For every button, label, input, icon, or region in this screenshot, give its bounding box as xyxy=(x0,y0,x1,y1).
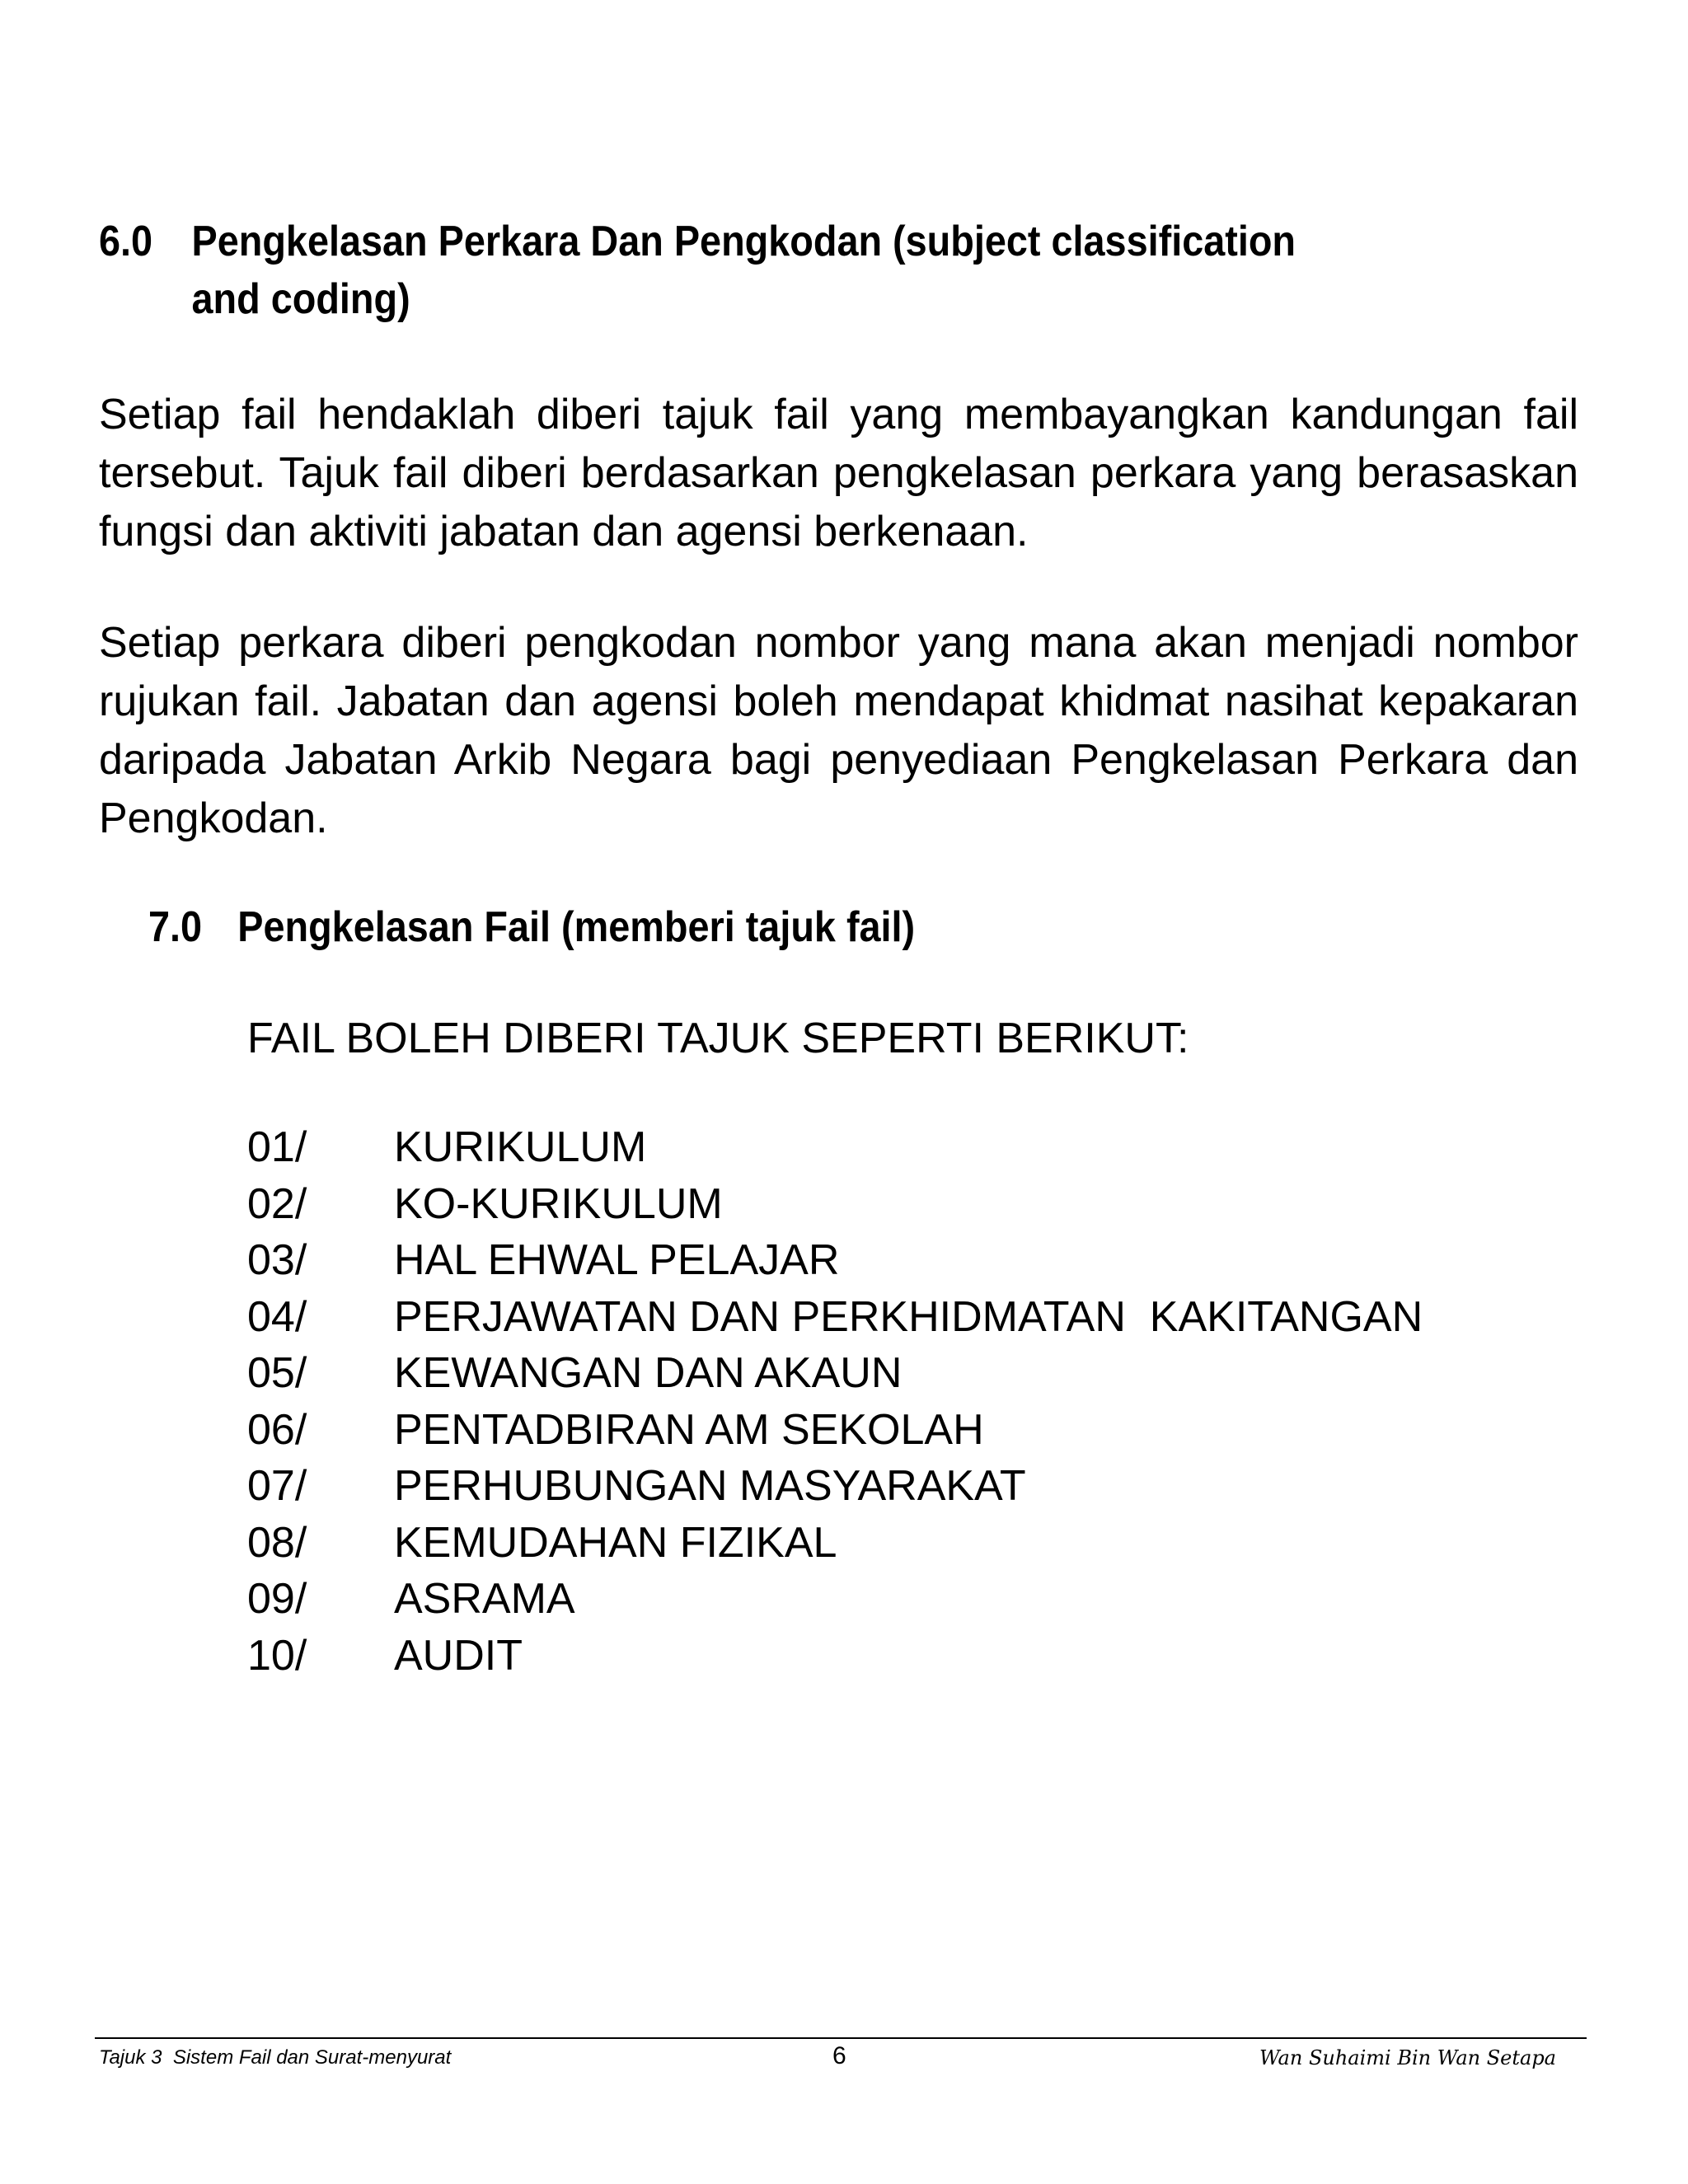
section-7-number: 7.0 xyxy=(148,903,203,951)
item-label: HAL EHWAL PELAJAR xyxy=(394,1236,840,1284)
item-label: ASRAMA xyxy=(394,1575,575,1623)
item-label: KO-KURIKULUM xyxy=(394,1179,723,1228)
item-code: 09/ xyxy=(247,1575,307,1623)
section-6-number: 6.0 xyxy=(99,218,153,265)
paragraph-1: Setiap fail hendaklah diberi tajuk fail yang membayangkan kandungan fail tersebut. Tajuk fail diberi berdasarkan pengkelasan perkara yang berasaskan fungsi dan aktiviti jabatan dan agensi berkenaan. xyxy=(99,391,1578,555)
item-label: KURIKULUM xyxy=(394,1123,647,1171)
item-code: 08/ xyxy=(247,1518,307,1567)
item-label: KEMUDAHAN FIZIKAL xyxy=(394,1518,837,1567)
section-6-heading xyxy=(99,213,1360,328)
item-code: 01/ xyxy=(247,1123,307,1171)
item-code: 10/ xyxy=(247,1631,307,1680)
item-label: KEWANGAN DAN AKAUN xyxy=(394,1349,903,1397)
item-code: 05/ xyxy=(247,1349,307,1397)
item-code: 07/ xyxy=(247,1462,307,1510)
list-intro: FAIL BOLEH DIBERI TAJUK SEPERTI BERIKUT: xyxy=(247,1015,1189,1062)
item-label: AUDIT xyxy=(394,1631,523,1680)
item-code: 06/ xyxy=(247,1405,307,1454)
item-code: 02/ xyxy=(247,1179,307,1228)
item-code: 03/ xyxy=(247,1236,307,1284)
section-6-title: Pengkelasan Perkara Dan Pengkodan (subject classification and coding) xyxy=(191,218,1296,323)
item-label: PENTADBIRAN AM SEKOLAH xyxy=(394,1405,984,1454)
section-7-heading xyxy=(148,898,915,956)
item-label: PERJAWATAN DAN PERKHIDMATAN KAKITANGAN xyxy=(394,1292,1423,1341)
footer-page-number: 6 xyxy=(832,2042,846,2069)
section-7-title: Pengkelasan Fail (memberi tajuk fail) xyxy=(237,903,916,951)
footer-author: Wan Suhaimi Bin Wan Setapa xyxy=(1259,2046,1556,2069)
paragraph-2: Setiap perkara diberi pengkodan nombor yang mana akan menjadi nombor rujukan fail. Jabatan dan agensi boleh mendapat khidmat nasihat kepakaran daripada Jabatan Arkib Negara bagi penyediaan Pengkelasan Perkara dan Pengkodan. xyxy=(99,619,1578,842)
item-label: PERHUBUNGAN MASYARAKAT xyxy=(394,1462,1026,1510)
footer-divider xyxy=(95,2037,1587,2039)
footer-chapter-title: Tajuk 3 Sistem Fail dan Surat-menyurat xyxy=(99,2046,452,2069)
item-code: 04/ xyxy=(247,1292,307,1341)
